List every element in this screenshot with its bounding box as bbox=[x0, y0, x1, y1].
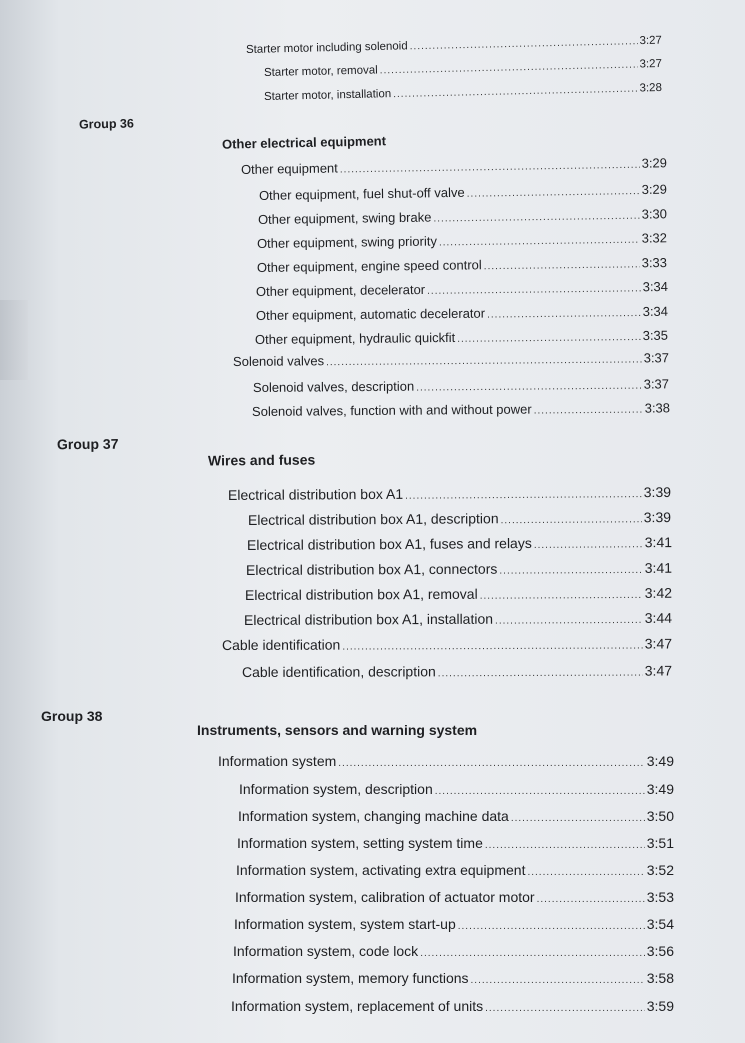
toc-entry: Other equipment, engine speed control ..... 3:33 bbox=[257, 255, 667, 275]
toc-entry: Information system, system start-up ..... 3:54 bbox=[234, 916, 674, 932]
toc-entry: Information system, memory functions ..... 3:58 bbox=[232, 970, 674, 986]
toc-entry: Electrical distribution box A1, description ..... 3:39 bbox=[248, 509, 671, 528]
group-title: Other electrical equipment bbox=[221, 133, 387, 152]
toc-entry: Other equipment, swing brake ..... 3:30 bbox=[258, 206, 667, 227]
toc-entry: Electrical distribution box A1, installation ..... 3:44 bbox=[244, 610, 672, 628]
toc-entry: Electrical distribution box A1, removal ..... 3:42 bbox=[245, 585, 672, 603]
group-label: Group 37 bbox=[56, 435, 119, 453]
toc-entry: Cable identification, description ..... 3:47 bbox=[242, 662, 672, 680]
toc-entry: Other equipment, automatic decelerator ..... 3:34 bbox=[256, 304, 668, 323]
toc-entry: Information system ..... 3:49 bbox=[218, 753, 674, 769]
toc-entry: Solenoid valves ..... 3:37 bbox=[233, 350, 669, 369]
toc-entry: Electrical distribution box A1, connectors ..... 3:41 bbox=[246, 560, 672, 578]
toc-entry: Information system, setting system time ..... 3:51 bbox=[237, 835, 674, 851]
toc-entry: Information system, description ..... 3:49 bbox=[239, 781, 674, 797]
toc-entry: Other equipment, decelerator ..... 3:34 bbox=[256, 279, 668, 299]
toc-entry: Electrical distribution box A1, fuses and relays ..... 3:41 bbox=[247, 534, 672, 553]
group-title: Wires and fuses bbox=[207, 451, 316, 469]
toc-entry: Starter motor, installation ..... 3:28 bbox=[264, 82, 662, 103]
page-edge-shadow bbox=[0, 300, 28, 380]
toc-entry: Information system, code lock ..... 3:56 bbox=[233, 943, 674, 959]
toc-entry: Electrical distribution box A1 ..... 3:39 bbox=[228, 484, 671, 503]
group-label: Group 38 bbox=[41, 708, 103, 724]
toc-entry: Information system, replacement of units ..... 3:59 bbox=[231, 998, 674, 1014]
toc-entry: Information system, calibration of actuator motor ..... 3:53 bbox=[235, 889, 674, 905]
toc-entry: Solenoid valves, function with and without power ..... 3:38 bbox=[252, 400, 670, 419]
toc-entry: Cable identification ..... 3:47 bbox=[222, 635, 672, 653]
toc-entry: Information system, activating extra equipment ..... 3:52 bbox=[236, 862, 674, 878]
group-title: Instruments, sensors and warning system bbox=[197, 722, 478, 738]
toc-entry: Other equipment, swing priority ..... 3:32 bbox=[257, 230, 667, 251]
toc-entry: Other equipment, fuel shut-off valve ..... 3:29 bbox=[259, 182, 667, 203]
toc-entry: Solenoid valves, description ..... 3:37 bbox=[253, 376, 669, 395]
toc-entry: Other equipment, hydraulic quickfit ..... 3:35 bbox=[255, 328, 668, 347]
toc-entry: Starter motor, removal ..... 3:27 bbox=[264, 58, 662, 79]
toc-entry: Information system, changing machine data ..... 3:50 bbox=[238, 808, 674, 824]
toc-entry: Other equipment ..... 3:29 bbox=[241, 155, 667, 177]
toc-entry: Starter motor including solenoid ..... 3:27 bbox=[246, 35, 662, 56]
group-label: Group 36 bbox=[78, 116, 135, 132]
